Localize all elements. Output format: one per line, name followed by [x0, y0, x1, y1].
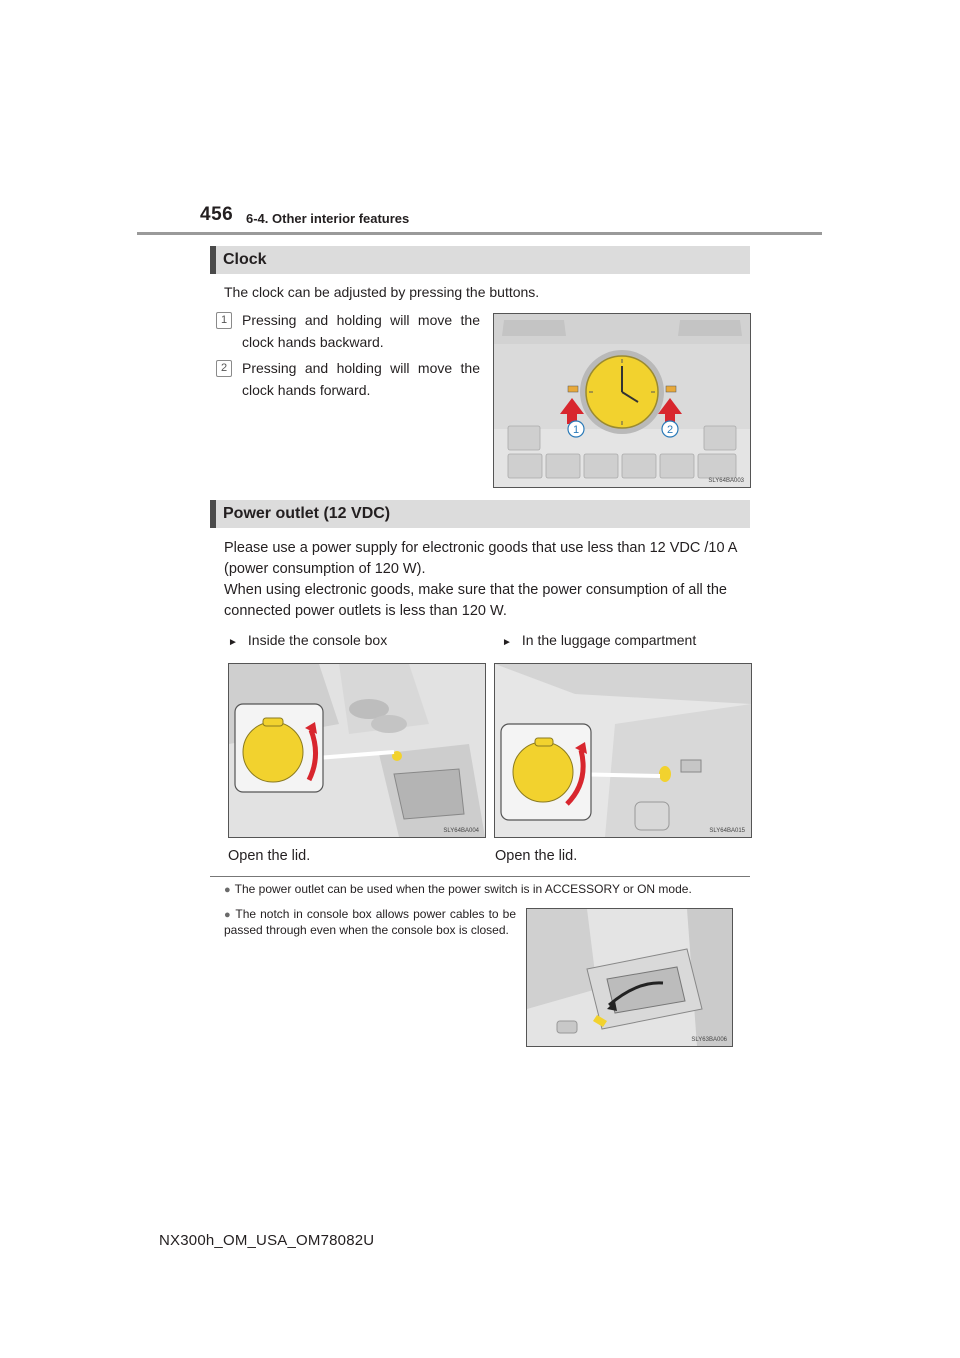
notch-figure [526, 908, 733, 1047]
console-box-figure [228, 663, 486, 838]
luggage-heading: ► In the luggage compartment [502, 632, 697, 648]
note-notch: ● The notch in console box allows power cables to be passed through even when the console box is closed. [224, 907, 516, 937]
clock-intro: The clock can be adjusted by pressing the buttons. [224, 284, 540, 300]
clock-figure-code: SLY64BA003 [708, 478, 744, 484]
luggage-caption: Open the lid. [495, 848, 578, 864]
notch-figure-code: SLY63BA006 [691, 1037, 727, 1043]
triangle-bullet-icon: ► [502, 637, 512, 648]
triangle-bullet-icon: ► [228, 637, 238, 648]
luggage-figure [494, 663, 752, 838]
console-box-heading: ► Inside the console box [228, 632, 388, 648]
document-id: NX300h_OM_USA_OM78082U [159, 1232, 375, 1249]
luggage-figure-code: SLY64BA015 [709, 828, 745, 834]
step-2-badge: 2 [216, 360, 232, 377]
callout-2-label: 2 [666, 424, 674, 436]
clock-section-title: Clock [223, 251, 267, 268]
callout-1-label: 1 [572, 424, 580, 436]
console-caption: Open the lid. [228, 848, 311, 864]
clock-section-header [210, 246, 750, 274]
power-outlet-para-2: When using electronic goods, make sure that the power consumption of all the connected power outlets is less than 120 W. [224, 582, 727, 619]
section-marker [210, 500, 216, 528]
notes-rule [210, 876, 750, 877]
section-marker [210, 246, 216, 274]
power-outlet-section-title: Power outlet (12 VDC) [223, 505, 391, 522]
step-1-text: Pressing and holding will move the clock hands backward. [242, 312, 480, 350]
power-outlet-para-1: Please use a power supply for electronic goods that use less than 12 VDC /10 A (power consumption of 120 W). [224, 540, 737, 577]
page-number: 456 [200, 204, 234, 225]
bullet-icon: ● [224, 909, 232, 921]
step-1-badge: 1 [216, 312, 232, 329]
console-figure-code: SLY64BA004 [443, 828, 479, 834]
bullet-icon: ● [224, 884, 231, 896]
step-2-text: Pressing and holding will move the clock hands forward. [242, 360, 480, 398]
power-outlet-section-header [210, 500, 750, 528]
note-power-switch: ● The power outlet can be used when the power switch is in ACCESSORY or ON mode. [224, 882, 692, 896]
chapter-title: 6-4. Other interior features [246, 211, 410, 226]
header-rule [137, 232, 822, 235]
clock-figure [493, 313, 751, 488]
